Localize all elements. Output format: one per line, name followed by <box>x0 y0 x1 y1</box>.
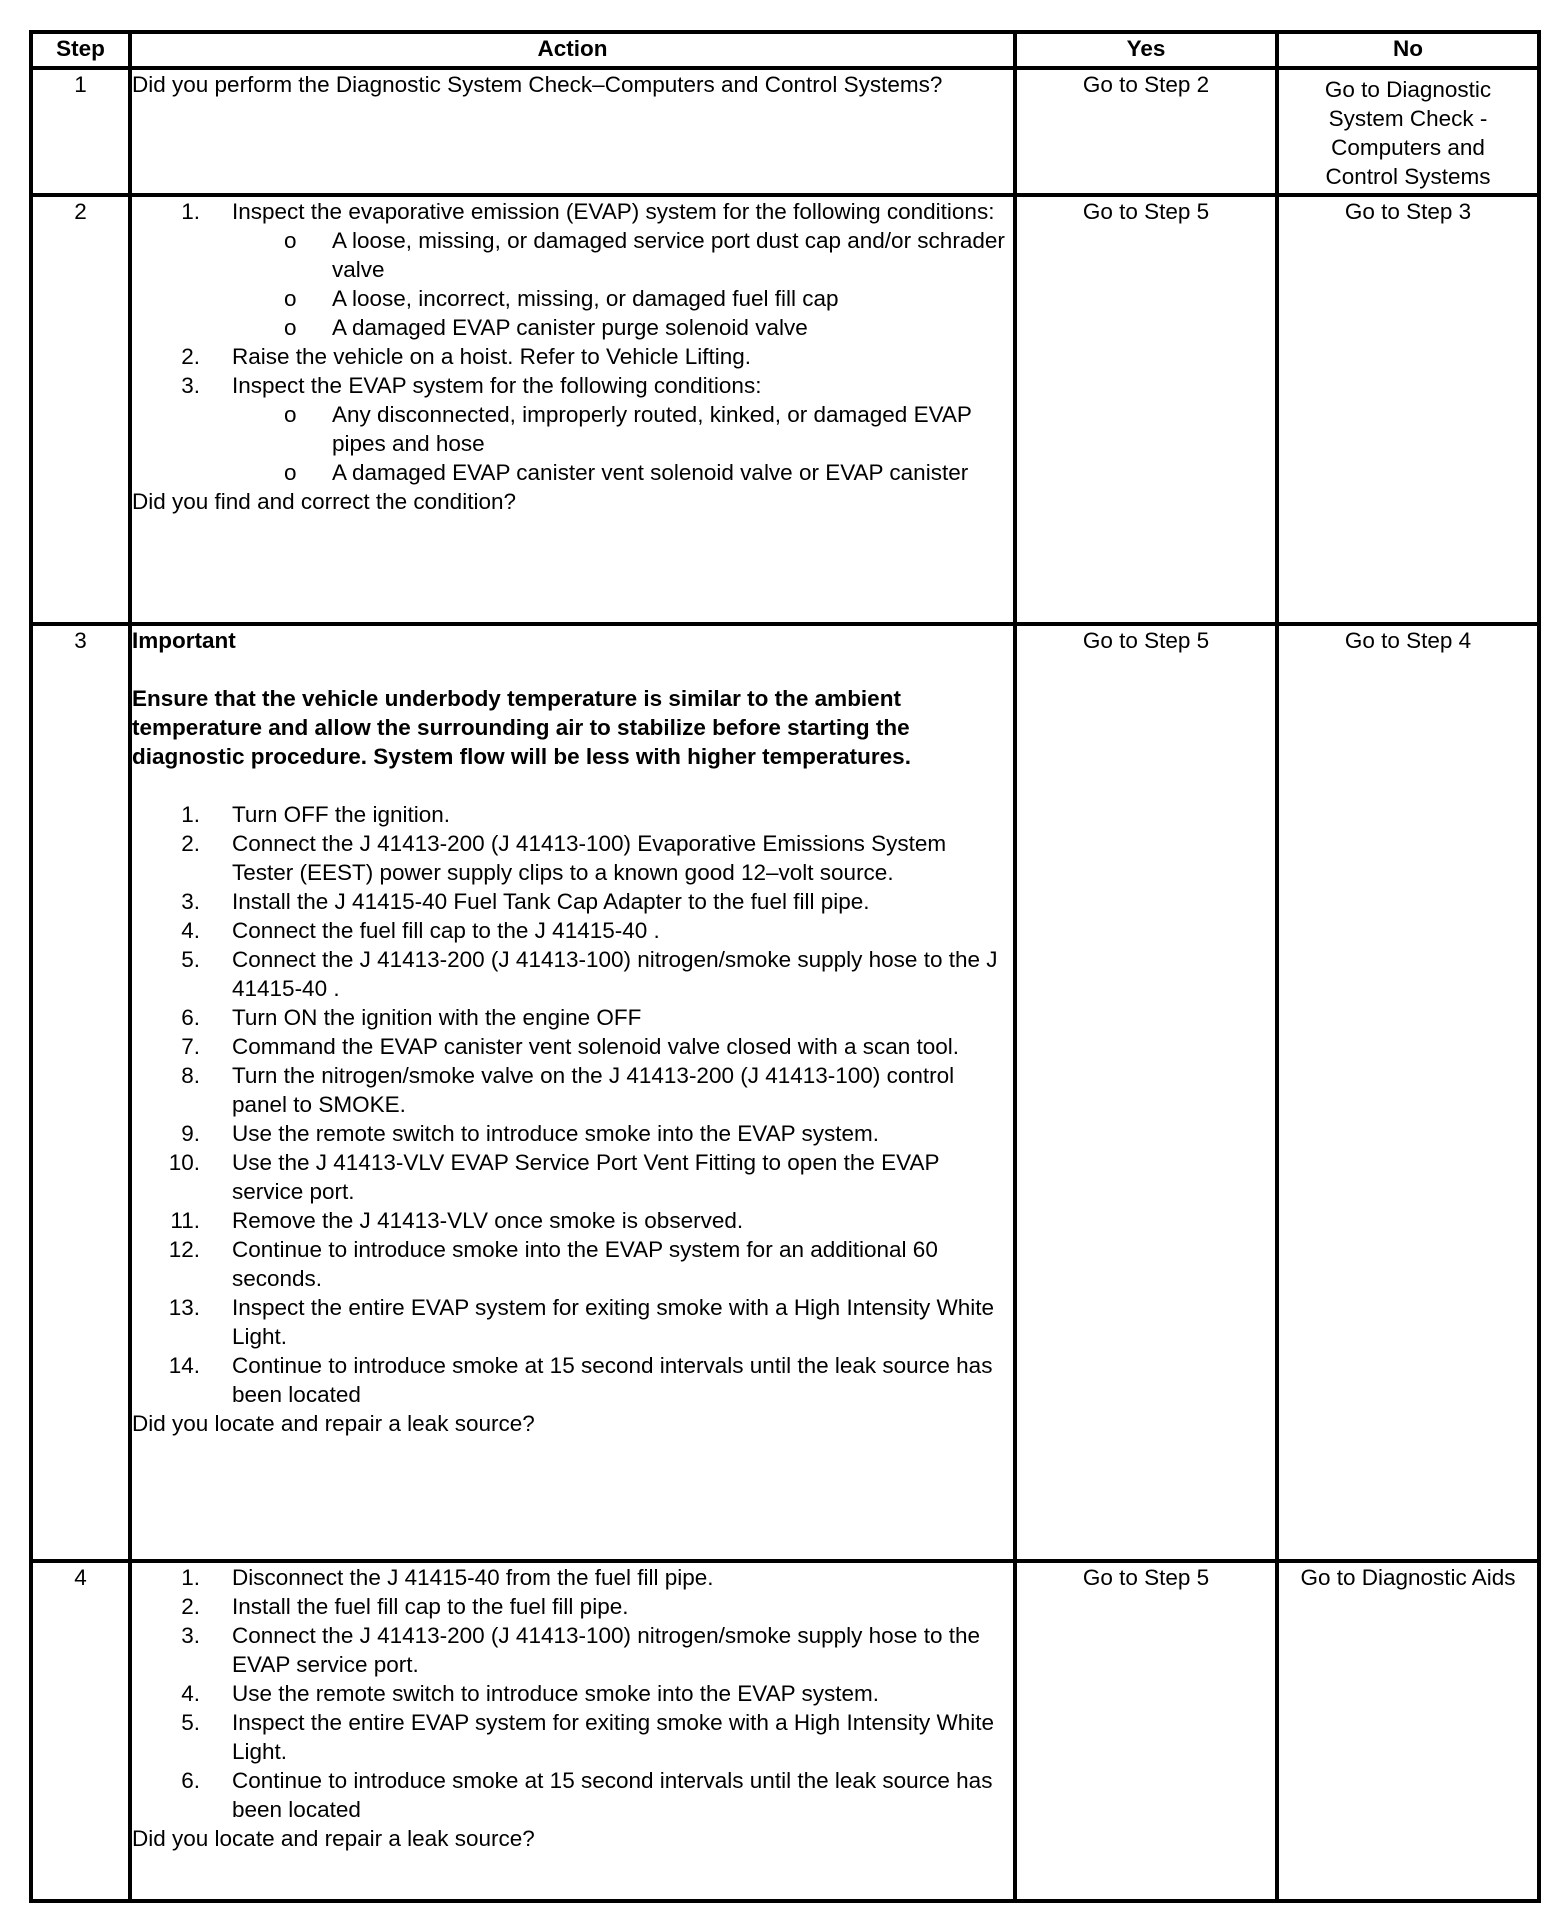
action-steps <box>132 800 1013 1409</box>
list-item: 3. Install the J 41415-40 Fuel Tank Cap Adapter to the fuel fill pipe. <box>181 889 870 914</box>
table-row-step-1 <box>31 68 1539 195</box>
sub-list-item: o A damaged EVAP canister vent solenoid valve or EVAP canister <box>284 460 969 485</box>
list-item: 7. Command the EVAP canister vent solenoid valve closed with a scan tool. <box>181 1034 960 1059</box>
step-number: 4 <box>31 1561 130 1901</box>
yes-cell: Go to Step 5 <box>1015 1561 1277 1901</box>
list-item: 2. Install the fuel fill cap to the fuel fill pipe. <box>181 1594 629 1619</box>
list-item: 6. Continue to introduce smoke at 15 second intervals until the leak source has been located <box>181 1768 993 1822</box>
list-item: 13. Inspect the entire EVAP system for exiting smoke with a High Intensity White Light. <box>168 1295 995 1349</box>
no-cell: Go to Step 4 <box>1277 624 1539 1561</box>
yes-cell: Go to Step 5 <box>1015 624 1277 1561</box>
sub-list-item: o A damaged EVAP canister purge solenoid valve <box>284 315 808 340</box>
list-item: 1. Disconnect the J 41415-40 from the fuel fill pipe. <box>181 1565 714 1590</box>
list-item: 5. Connect the J 41413-200 (J 41413-100) nitrogen/smoke supply hose to the J 41415-40 . <box>181 947 998 1001</box>
table-row-step-4 <box>31 1561 1539 1901</box>
list-item: 3. Inspect the EVAP system for the following conditions: o Any disconnected, improperly routed, kinked, or damaged EVAP pipes and hose o A damaged EVAP canister vent solenoid valve or EVAP canister <box>132 371 1013 487</box>
header-step: Step <box>31 32 130 68</box>
sub-list-item: o A loose, missing, or damaged service port dust cap and/or schrader valve <box>284 228 1005 282</box>
list-item: 11. Remove the J 41413-VLV once smoke is observed. <box>170 1208 744 1233</box>
important-text: Ensure that the vehicle underbody temperature is similar to the ambient temperature and allow the surrounding air to stabilize before starting the diagnostic procedure. System flow will be less with higher temperatures. <box>132 686 911 769</box>
sub-list <box>132 400 1013 487</box>
list-item: 10. Use the J 41413-VLV EVAP Service Port Vent Fitting to open the EVAP service port. <box>168 1150 940 1204</box>
list-item: 9. Use the remote switch to introduce smoke into the EVAP system. <box>181 1121 879 1146</box>
list-item: 14. Continue to introduce smoke at 15 second intervals until the leak source has been located <box>168 1353 993 1407</box>
action-steps <box>132 197 1013 487</box>
yes-cell: Go to Step 2 <box>1015 68 1277 195</box>
action-cell <box>130 1561 1015 1901</box>
no-cell: Go to Diagnostic System Check - Computers and Control Systems <box>1277 68 1539 195</box>
sub-list-item: o A loose, incorrect, missing, or damaged fuel fill cap <box>284 286 839 311</box>
list-item: 2. Raise the vehicle on a hoist. Refer to Vehicle Lifting. <box>181 344 752 369</box>
no-cell: Go to Diagnostic Aids <box>1277 1561 1539 1901</box>
important-title: Important <box>132 628 236 653</box>
action-content <box>132 197 1013 516</box>
header-no: No <box>1277 32 1539 68</box>
bullet-icon: o <box>284 286 297 311</box>
list-item: 12. Continue to introduce smoke into the EVAP system for an additional 60 seconds. <box>168 1237 938 1291</box>
bullet-icon: o <box>284 315 297 340</box>
list-item: 4. Use the remote switch to introduce smoke into the EVAP system. <box>181 1681 879 1706</box>
table-row-step-2 <box>31 195 1539 624</box>
sub-list-item: o Any disconnected, improperly routed, kinked, or damaged EVAP pipes and hose <box>284 402 972 456</box>
bullet-icon: o <box>284 402 297 427</box>
action-content <box>132 626 1013 1438</box>
bullet-icon: o <box>284 460 297 485</box>
yes-cell: Go to Step 5 <box>1015 195 1277 624</box>
header-row <box>31 32 1539 68</box>
list-item: 2. Connect the J 41413-200 (J 41413-100) Evaporative Emissions System Tester (EEST) power supply clips to a known good 12–volt source. <box>181 831 947 885</box>
action-steps <box>132 1563 1013 1824</box>
action-cell <box>130 195 1015 624</box>
action-cell <box>130 68 1015 195</box>
list-item: 5. Inspect the entire EVAP system for exiting smoke with a High Intensity White Light. <box>181 1710 995 1764</box>
list-item: 1. Turn OFF the ignition. <box>181 802 451 827</box>
header-action: Action <box>130 32 1015 68</box>
no-cell: Go to Step 3 <box>1277 195 1539 624</box>
table-row-step-3 <box>31 624 1539 1561</box>
step-number: 2 <box>31 195 130 624</box>
action-cell <box>130 624 1015 1561</box>
list-item: 6. Turn ON the ignition with the engine OFF <box>181 1005 642 1030</box>
bullet-icon: o <box>284 228 297 253</box>
action-question: Did you locate and repair a leak source? <box>132 1411 535 1436</box>
list-item: 4. Connect the fuel fill cap to the J 41415-40 . <box>181 918 660 943</box>
action-question: Did you find and correct the condition? <box>132 489 516 514</box>
list-item: 8. Turn the nitrogen/smoke valve on the J 41413-200 (J 41413-100) control panel to SMOKE. <box>181 1063 955 1117</box>
step-number: 1 <box>31 68 130 195</box>
step-number: 3 <box>31 624 130 1561</box>
list-item: 3. Connect the J 41413-200 (J 41413-100) nitrogen/smoke supply hose to the EVAP service port. <box>181 1623 980 1677</box>
sub-list <box>132 226 1013 342</box>
action-question: Did you locate and repair a leak source? <box>132 1826 535 1851</box>
action-content <box>132 1563 1013 1853</box>
diagnostic-table <box>29 30 1541 1903</box>
list-item: 1. Inspect the evaporative emission (EVAP) system for the following conditions: o A loose, missing, or damaged service port dust cap and/or schrader valve o A loose, incorrect, missing, or damaged fuel fill cap o A damaged EVAP canister purge solenoid valve <box>132 197 1013 342</box>
action-question: Did you perform the Diagnostic System Check–Computers and Control Systems? <box>132 72 943 97</box>
header-yes: Yes <box>1015 32 1277 68</box>
